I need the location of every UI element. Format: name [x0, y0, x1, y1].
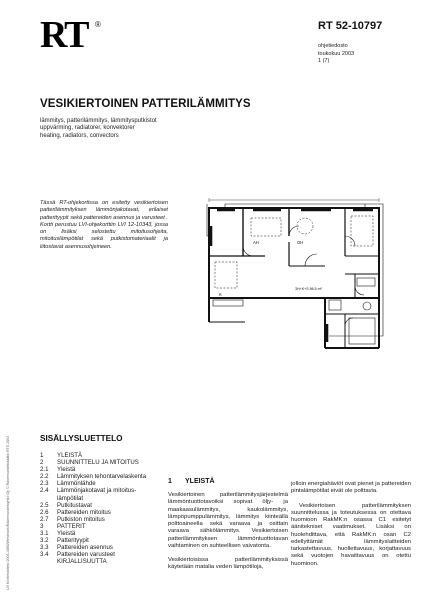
meta-date: toukokuu 2003: [318, 50, 355, 57]
toc-item-text: Yleistä: [57, 466, 76, 474]
toc-item-text: Putkiston mitoitus: [57, 515, 105, 523]
section-title: YLEISTÄ: [185, 478, 215, 485]
intro-text: Tässä RT-ohjekortissa on esitetty vesikiertoisen patterilämmityksen lämmönjakotavat, erilaiset patterityypit sekä pattereiden asennus ja varusteet . Kortti perustuu LVI-ohjekorttiin LVI 12-10343, jossa on lisäksi selostettu mitoitusohjeita, mitoituslämpötilat sekä putkistomateriaalit ja liitostavat asennusohjeineen.: [40, 200, 168, 250]
toc-item: [40, 480, 160, 487]
toc-item-number: 3.4: [40, 551, 49, 559]
paragraph: Vesikiertoinen patterilämmitysjärjestelmä lämmöntuottotavoiksi sopivat öljy- ja maakaasulämmitys, kaukolämmitys, lämpöpumppulämmitys, lämmitys kiinteällä polttoaineella sekä varaava ja osittain varaava sähkölämmitys. Vesikiertoisen patterilämmityksen lämmöntuottotavan vaihtaminen on suhteellisen vaivatonta.: [168, 492, 288, 549]
toc-item-text: Yleistä: [57, 530, 76, 538]
toc-item-text: Patterityypit: [57, 537, 89, 545]
floor-plan-drawing: [205, 196, 387, 356]
keywords-fi: lämmitys, patterilämmitys, lämmitysputkistot: [40, 118, 157, 124]
toc-item: [40, 459, 160, 466]
toc-item-number: 2.2: [40, 473, 49, 481]
toc-item: [40, 523, 160, 530]
toc-item-text: Pattereiden varusteet: [57, 551, 115, 559]
body-column-b: [291, 481, 411, 575]
toc-item-number: [40, 558, 57, 565]
toc-item-text: PATTERIT: [57, 522, 86, 530]
keywords-en: heating, radiators, convectors: [40, 132, 119, 139]
toc-item: [40, 452, 160, 459]
keywords: [40, 118, 157, 140]
registered-mark: ®: [95, 20, 101, 29]
toc-item-number: 3.3: [40, 544, 49, 552]
toc-item-text: Lämmönjakotavat ja mitoitus-lämpötilat: [57, 487, 137, 502]
toc-item: [40, 558, 160, 565]
toc-item-number: 3.2: [40, 537, 49, 545]
toc-item-number: 1: [40, 452, 44, 459]
toc-item-text: YLEISTÄ: [57, 452, 83, 459]
toc-item: [40, 466, 160, 473]
toc-item-text: Lämmönlähde: [57, 480, 96, 488]
keywords-sv: uppvärming, radiatorer, konvektorer: [40, 125, 135, 132]
toc-item: [40, 473, 160, 480]
toc-item-number: 2.6: [40, 508, 49, 516]
document-code: RT 52-10797: [318, 20, 383, 32]
paragraph: Vesikiertoisissa patterilämmityksissä käytetään matalia veden lämpötiloja,: [168, 557, 288, 571]
toc-item: [40, 544, 160, 551]
meta-type: ohjetiedosto: [318, 43, 348, 49]
toc-item-number: 2.7: [40, 515, 49, 523]
apartment-area-label: 3H+K+S 86,5 m²: [295, 287, 322, 291]
toc-item-number: 2.3: [40, 480, 49, 488]
toc-item: [40, 530, 160, 537]
page-title: VESIKIERTOINEN PATTERILÄMMITYS: [40, 98, 251, 110]
rt-logo: RT: [40, 14, 88, 56]
table-of-contents: [40, 452, 160, 566]
toc-item: [40, 537, 160, 544]
toc-item: [40, 551, 160, 558]
toc-item-text: Pattereiden mitoitus: [57, 508, 111, 516]
toc-item-number: 2.1: [40, 466, 49, 474]
toc-item-number: 2: [40, 459, 44, 467]
toc-item-number: 2.5: [40, 501, 49, 509]
room-label-ah: AH: [253, 240, 259, 245]
toc-item-text: SUUNNITTELU JA MITOITUS: [57, 459, 139, 467]
toc-item-number: 3: [40, 522, 44, 530]
toc-item-text: Lämmityksen tehontarvelaskenta: [57, 473, 147, 481]
toc-item: [40, 487, 160, 501]
section-heading: [168, 478, 215, 485]
toc-item-text: Pattereiden asennus: [57, 544, 113, 552]
toc-item-number: 3.1: [40, 530, 49, 538]
paragraph: jolloin energiahäviöt ovat pienet ja pattereiden pintalämpötilat eivät ole polttavia.: [291, 481, 411, 495]
document-meta: [318, 43, 354, 66]
toc-item-number: 2.4: [40, 487, 49, 495]
side-credit-text: LVI Kiinteistötieto 2003-4085/Westmark/Rakennustietoyhtiö Oy © Rakennustietosäätiö RTS 2003: [6, 435, 10, 590]
body-column-a: [168, 492, 288, 579]
toc-heading: SISÄLLYSLUETTELO: [40, 434, 123, 443]
room-label-k: K: [219, 292, 222, 297]
paragraph: Vesikiertoisen patterilämmityksen suunnittelussa ja toteutuksessa on otettava huomioon RakMK:n osassa C1 esitetyt äänitekniset vaatimukset. Lisäksi on huolehdittava, että RakMK:n osan C2 edellyttämät lämmityslaitteiden tarkastettavuus, huollettavuus, korjattavuus sekä vuotojen havaittavuus on otettu huomioon.: [291, 502, 411, 567]
room-label-oh: OH: [297, 240, 304, 245]
toc-item: [40, 516, 160, 523]
section-number: 1: [168, 478, 172, 485]
side-credit: [6, 435, 14, 590]
toc-item: [40, 502, 160, 509]
toc-item: [40, 509, 160, 516]
toc-item-text: Putkitustavat: [57, 501, 92, 509]
toc-item-text: KIRJALLISUUTTA: [57, 558, 107, 566]
meta-page: 1 (7): [318, 58, 330, 64]
